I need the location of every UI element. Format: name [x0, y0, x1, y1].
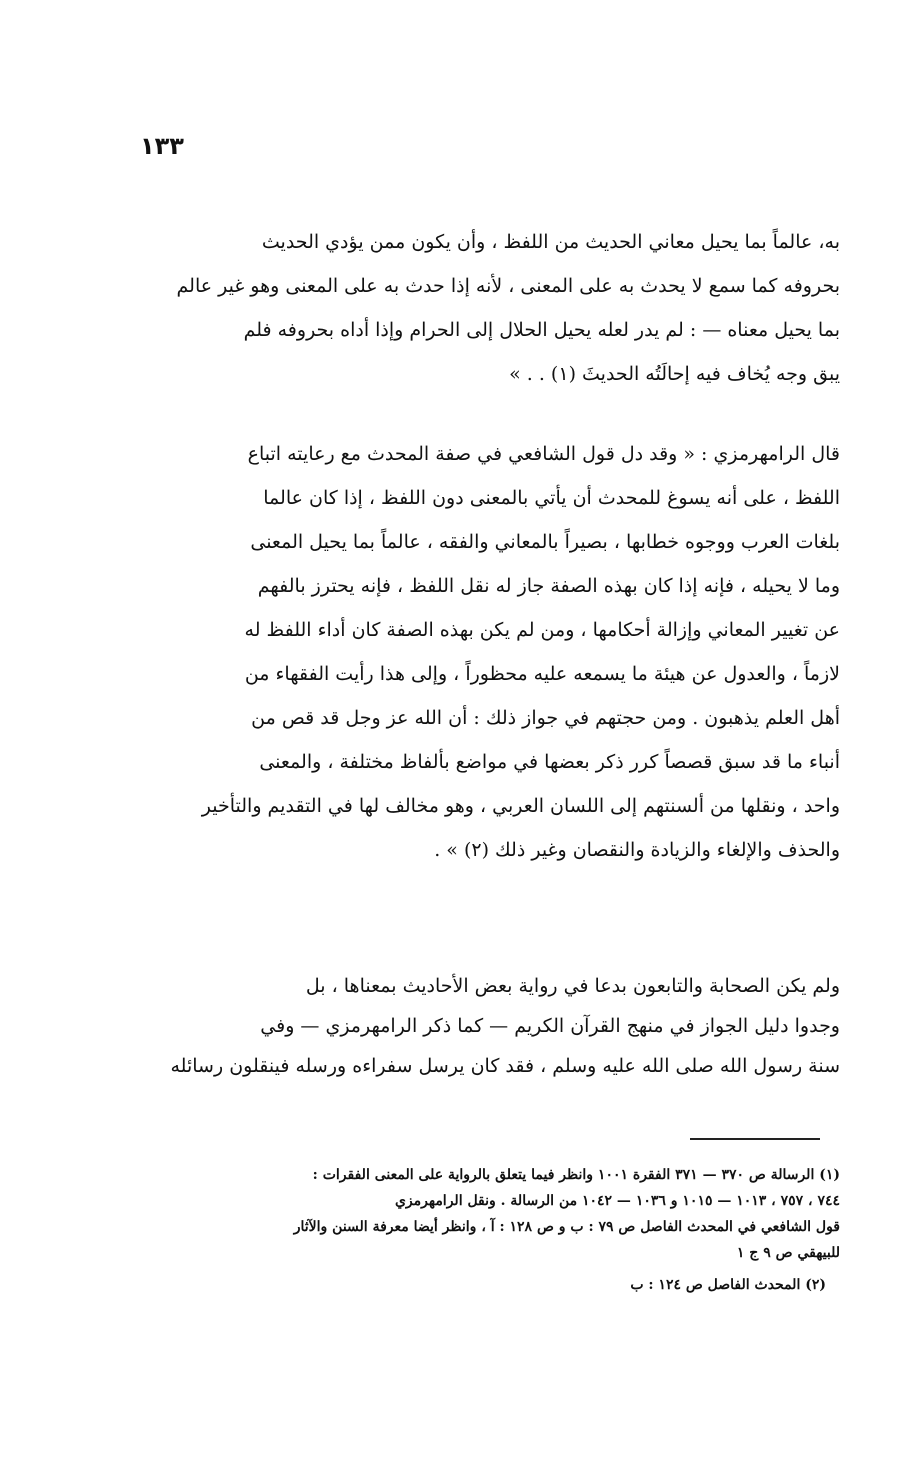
text-line: قال الرامهرمزي : « وقد دل قول الشافعي في صفة المحدث مع رعايته اتباع — [247, 443, 840, 465]
text-line: وجدوا دليل الجواز في منهج القرآن الكريم — كما ذكر الرامهرمزي — وفي — [260, 1015, 840, 1037]
text-line: به، عالماً بما يحيل معاني الحديث من اللفظ ، وأن يكون ممن يؤدي الحديث — [261, 231, 840, 253]
text-line: ولم يكن الصحابة والتابعون بدعا في رواية بعض الأحاديث بمعناها ، بل — [305, 975, 840, 997]
footnote-2-line: (٢) المحدث الفاصل ص ١٢٤ : ب — [630, 1277, 826, 1293]
text-line: بلغات العرب ووجوه خطابها ، بصيراً بالمعاني والفقه ، عالماً بما يحيل المعنى — [250, 531, 840, 553]
paragraph-1 — [150, 220, 840, 396]
text-line: أهل العلم يذهبون . ومن حجتهم في جواز ذلك : أن الله عز وجل قد قص من — [251, 707, 840, 729]
footnote-1-line: قول الشافعي في المحدث الفاصل ص ٧٩ : ب و ص ١٢٨ : آ ، وانظر أيضا معرفة السنن والآثار — [293, 1219, 840, 1235]
page-number: ١٣٣ — [140, 132, 184, 160]
footnote-1-line: للبيهقي ص ٩ ج ١ — [736, 1245, 840, 1261]
text-line: اللفظ ، على أنه يسوغ للمحدث أن يأتي بالمعنى دون اللفظ ، إذا كان عالما — [263, 487, 840, 509]
footnote-divider — [690, 1138, 820, 1140]
text-line: عن تغيير المعاني وإزالة أحكامها ، ومن لم يكن بهذه الصفة كان أداء اللفظ له — [244, 619, 840, 641]
paragraph-3 — [150, 966, 840, 1086]
text-line: بحروفه كما سمع لا يحدث به على المعنى ، لأنه إذا حدث به على المعنى وهو غير عالم — [176, 275, 840, 297]
text-line: يبق وجه يُخاف فيه إحالَتُه الحديثَ (١) . . » — [509, 363, 840, 385]
paragraph-2 — [150, 432, 840, 872]
text-line: والحذف والإلغاء والزيادة والنقصان وغير ذلك (٢) » . — [434, 839, 840, 861]
text-line: سنة رسول الله صلى الله عليه وسلم ، فقد كان يرسل سفراءه ورسله فينقلون رسائله — [170, 1055, 840, 1077]
footnotes — [150, 1162, 840, 1298]
text-line: بما يحيل معناه — : لم يدر لعله يحيل الحلال إلى الحرام وإذا أداه بحروفه فلم — [243, 319, 840, 341]
text-line: وما لا يحيله ، فإنه إذا كان بهذه الصفة جاز له نقل اللفظ ، فإنه يحترز بالفهم — [257, 575, 840, 597]
footnote-1-line: ٧٤٤ ، ٧٥٧ ، ١٠١٣ — ١٠١٥ و ١٠٣٦ — ١٠٤٢ من الرسالة . ونقل الرامهرمزي — [394, 1193, 840, 1209]
text-line: لازماً ، والعدول عن هيئة ما يسمعه عليه محظوراً ، وإلى هذا رأيت الفقهاء من — [244, 663, 840, 685]
footnote-1-line: (١) الرسالة ص ٣٧٠ — ٣٧١ الفقرة ١٠٠١ وانظر فيما يتعلق بالرواية على المعنى الفقرات : — [312, 1167, 840, 1183]
text-line: أنباء ما قد سبق قصصاً كرر ذكر بعضها في مواضع بألفاظ مختلفة ، والمعنى — [259, 751, 840, 773]
text-line: واحد ، ونقلها من ألسنتهم إلى اللسان العربي ، وهو مخالف لها في التقديم والتأخير — [201, 795, 840, 817]
